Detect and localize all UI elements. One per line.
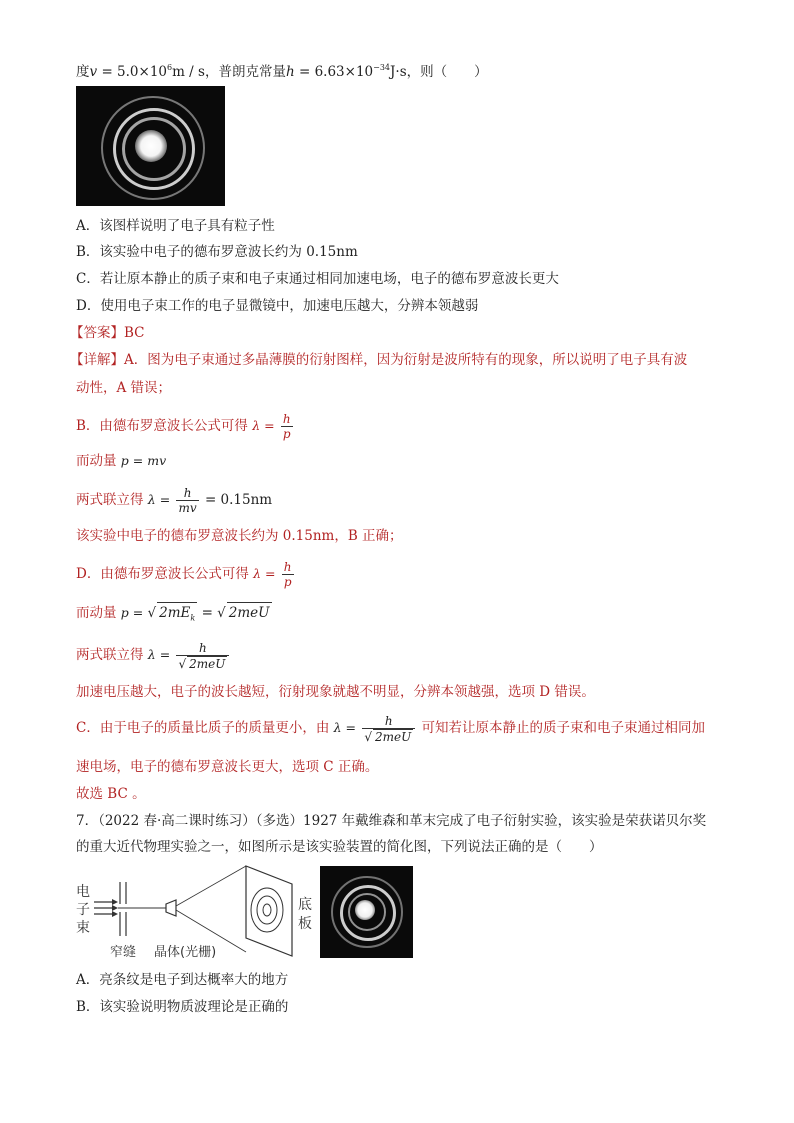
apparatus-diagram	[74, 862, 324, 962]
q7-option-a: A．亮条纹是电子到达概率大的地方	[76, 972, 289, 988]
label-electron-1: 电	[76, 884, 90, 900]
detail-b-formula: B．由德布罗意波长公式可得 λ = $\frac{h}{p}$	[76, 412, 291, 441]
label-slit: 窄缝	[110, 945, 137, 960]
detail-d-formula: D．由德布罗意波长公式可得 λ = $\frac{h}{p}$	[76, 560, 292, 589]
label-crystal: 晶体(光栅)	[154, 945, 217, 960]
answer-label: 【答案】BC	[70, 325, 145, 341]
detail-momentum-2: 而动量 p = √ $2mE_k$ = √ 2meU	[76, 602, 272, 629]
option-b: B．该实验中电子的德布罗意波长约为 0.15nm	[76, 244, 358, 260]
label-electron-2: 子	[76, 902, 90, 918]
detail-d-conclusion: 加速电压越大，电子的波长越短，衍射现象就越不明显，分辨本领越强，选项 D 错误。	[76, 684, 595, 700]
detail-a-line-1: 【详解】A．图为电子束通过多晶薄膜的衍射图样，因为衍射是波所特有的现象，所以说明了电子具有波	[70, 352, 688, 368]
detail-b-conclusion: 该实验中电子的德布罗意波长约为 0.15nm，B 正确；	[76, 528, 403, 544]
detail-combine-2: 两式联立得 λ = $\frac{h}{\text{√ 2meU}}$	[76, 636, 231, 674]
detail-c-line-2: 速电场，电子的德布罗意波长更大，选项 C 正确。	[76, 759, 379, 775]
option-a: A．该图样说明了电子具有粒子性	[76, 218, 275, 234]
question-7-line-2: 的重大近代物理实验之一，如图所示是该实验装置的简化图，下列说法正确的是（ ）	[76, 839, 603, 855]
diffraction-pattern-image-2	[320, 866, 413, 958]
question-6-tail: 度$v = 5.0\times 10^6m / s$，普朗克常量$h = 6.63\times 10^{-34}J\cdot s$，则（ ）	[76, 63, 488, 80]
question-7-line-1: 7．（2022 春·高二课时练习）（多选）1927 年戴维森和革末完成了电子衍射实验，该实验是荣获诺贝尔奖	[76, 813, 707, 829]
detail-c-line-1: C．由于电子的质量比质子的质量更小，由 λ = $\frac{h}{\text{√ 2meU}}$ 可知若让原本静止的质子束和电子束通过相同加	[76, 713, 705, 744]
detail-a-line-2: 动性，A 错误；	[76, 380, 172, 396]
diffraction-pattern-image	[76, 86, 225, 206]
q7-option-b: B．该实验说明物质波理论是正确的	[76, 999, 289, 1015]
option-c: C．若让原本静止的质子束和电子束通过相同加速电场，电子的德布罗意波长更大	[76, 271, 559, 287]
final-answer: 故选 BC 。	[76, 786, 146, 802]
label-screen-1: 底	[298, 897, 312, 913]
label-screen-2: 板	[298, 916, 312, 932]
detail-combine: 两式联立得 λ = $\frac{h}{mv}$ = 0.15nm	[76, 486, 273, 515]
detail-momentum: 而动量 p = mv	[76, 453, 167, 469]
label-electron-3: 束	[76, 920, 90, 936]
option-d: D．使用电子束工作的电子显微镜中，加速电压越大，分辨本领越弱	[76, 298, 479, 314]
